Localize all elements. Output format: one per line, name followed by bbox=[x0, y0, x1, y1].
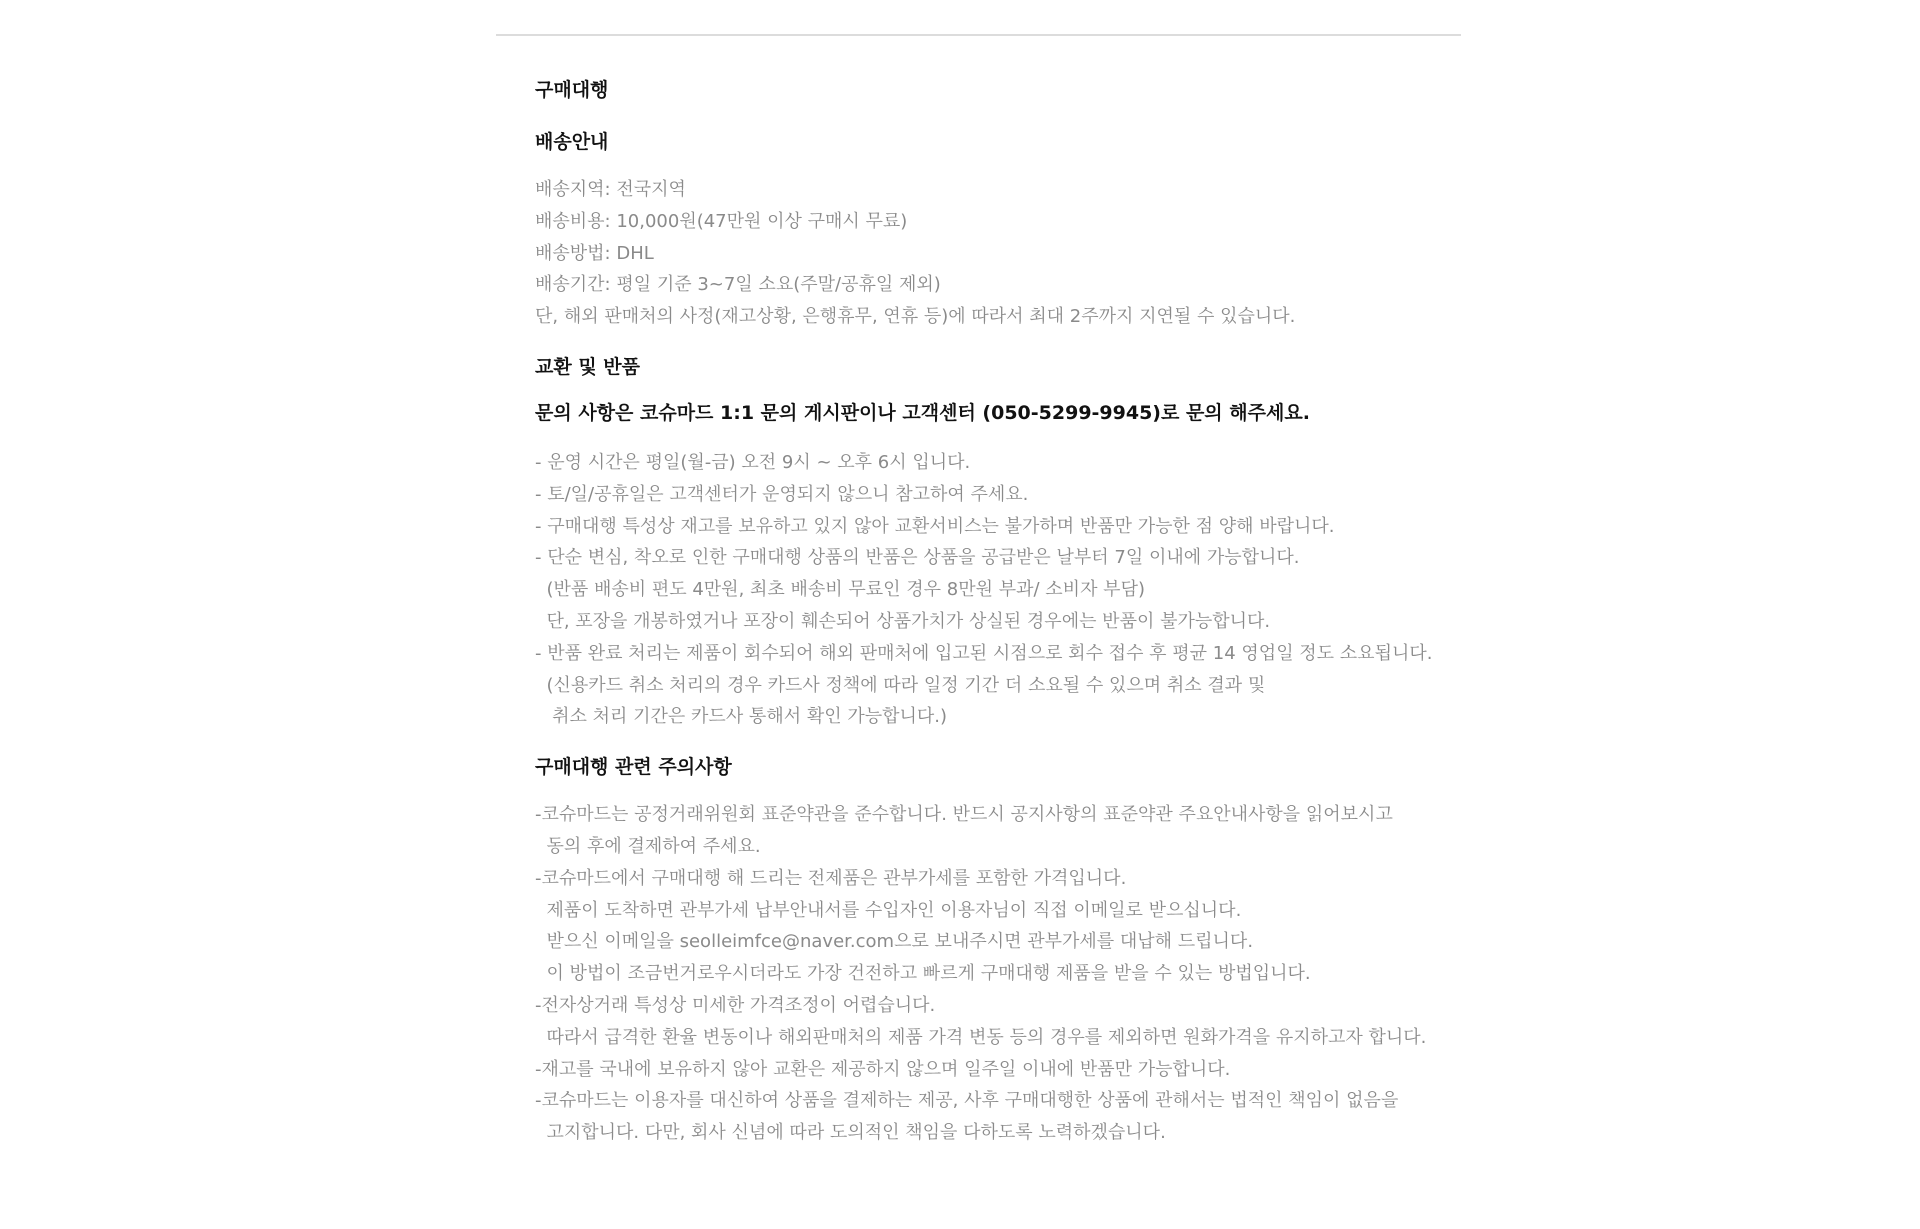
shipping-line: 단, 해외 판매처의 사정(재고상황, 은행휴무, 연휴 등)에 따라서 최대 2주까지 지연될 수 있습니다. bbox=[535, 306, 1296, 328]
cautions-section bbox=[535, 753, 1455, 1149]
product-info-panel bbox=[496, 0, 1461, 1229]
caution-line: 제품이 도착하면 관부가세 납부안내서를 수입자인 이용자님이 직접 이메일로 받으십니다. bbox=[535, 899, 1242, 921]
exchange-line: (신용카드 취소 처리의 경우 카드사 정책에 따라 일정 기간 더 소요될 수 있으며 취소 결과 및 bbox=[535, 674, 1266, 696]
cautions-lines bbox=[535, 799, 1455, 1149]
caution-line: 이 방법이 조금번거로우시더라도 가장 건전하고 빠르게 구매대행 제품을 받을 수 있는 방법입니다. bbox=[535, 963, 1311, 985]
exchange-line: - 운영 시간은 평일(월-금) 오전 9시 ~ 오후 6시 입니다. bbox=[535, 451, 971, 473]
exchange-lines bbox=[535, 447, 1455, 733]
exchange-line: - 구매대행 특성상 재고를 보유하고 있지 않아 교환서비스는 불가하며 반품만 가능한 점 양해 바랍니다. bbox=[535, 515, 1335, 537]
contact-notice: 문의 사항은 코슈마드 1:1 문의 게시판이나 고객센터 (050-5299-9945)로 문의 해주세요. bbox=[535, 401, 1310, 424]
caution-line: -코슈마드는 이용자를 대신하여 상품을 결제하는 제공, 사후 구매대행한 상품에 관해서는 법적인 책임이 없음을 bbox=[535, 1090, 1399, 1112]
exchange-line: 단, 포장을 개봉하였거나 포장이 훼손되어 상품가치가 상실된 경우에는 반품이 불가능합니다. bbox=[535, 610, 1271, 632]
exchange-heading: 교환 및 반품 bbox=[535, 355, 640, 378]
exchange-line: - 토/일/공휴일은 고객센터가 운영되지 않으니 참고하여 주세요. bbox=[535, 483, 1029, 505]
caution-line: -코슈마드는 공정거래위원회 표준약관을 준수합니다. 반드시 공지사항의 표준약관 주요안내사항을 읽어보시고 bbox=[535, 804, 1393, 826]
top-divider bbox=[496, 34, 1461, 36]
caution-line: 고지합니다. 다만, 회사 신념에 따라 도의적인 책임을 다하도록 노력하겠습니다. bbox=[535, 1122, 1166, 1144]
exchange-line: (반품 배송비 편도 4만원, 최초 배송비 무료인 경우 8만원 부과/ 소비자 부담) bbox=[535, 579, 1145, 601]
caution-line: 따라서 급격한 환율 변동이나 해외판매처의 제품 가격 변동 등의 경우를 제외하면 원화가격을 유지하고자 합니다. bbox=[535, 1026, 1427, 1048]
caution-line: 동의 후에 결제하여 주세요. bbox=[535, 835, 761, 857]
cautions-heading: 구매대행 관련 주의사항 bbox=[535, 756, 732, 779]
exchange-line: - 단순 변심, 착오로 인한 구매대행 상품의 반품은 상품을 공급받은 날부터 7일 이내에 가능합니다. bbox=[535, 547, 1300, 569]
caution-line: -재고를 국내에 보유하지 않아 교환은 제공하지 않으며 일주일 이내에 반품만 가능합니다. bbox=[535, 1058, 1231, 1080]
shipping-line: 배송비용: 10,000원(47만원 이상 구매시 무료) bbox=[535, 210, 908, 232]
caution-line: 받으신 이메일을 seolleimfce@naver.com으로 보내주시면 관부가세를 대납해 드립니다. bbox=[535, 931, 1254, 953]
exchange-section bbox=[535, 353, 1455, 733]
exchange-line: - 반품 완료 처리는 제품이 회수되어 해외 판매처에 입고된 시점으로 회수 접수 후 평균 14 영업일 정도 소요됩니다. bbox=[535, 642, 1433, 664]
shipping-line: 배송지역: 전국지역 bbox=[535, 179, 686, 200]
shipping-heading: 배송안내 bbox=[535, 131, 609, 153]
caution-line: -코슈마드에서 구매대행 해 드리는 전제품은 관부가세를 포함한 가격입니다. bbox=[535, 867, 1127, 889]
info-content bbox=[535, 76, 1455, 1149]
shipping-section bbox=[535, 128, 1455, 333]
shipping-line: 배송기간: 평일 기준 3~7일 소요(주말/공휴일 제외) bbox=[535, 274, 941, 296]
page-title: 구매대행 bbox=[535, 79, 609, 101]
exchange-line: 취소 처리 기간은 카드사 통해서 확인 가능합니다.) bbox=[535, 706, 947, 728]
shipping-lines bbox=[535, 174, 1455, 333]
caution-line: -전자상거래 특성상 미세한 가격조정이 어렵습니다. bbox=[535, 994, 936, 1016]
shipping-line: 배송방법: DHL bbox=[535, 242, 654, 264]
